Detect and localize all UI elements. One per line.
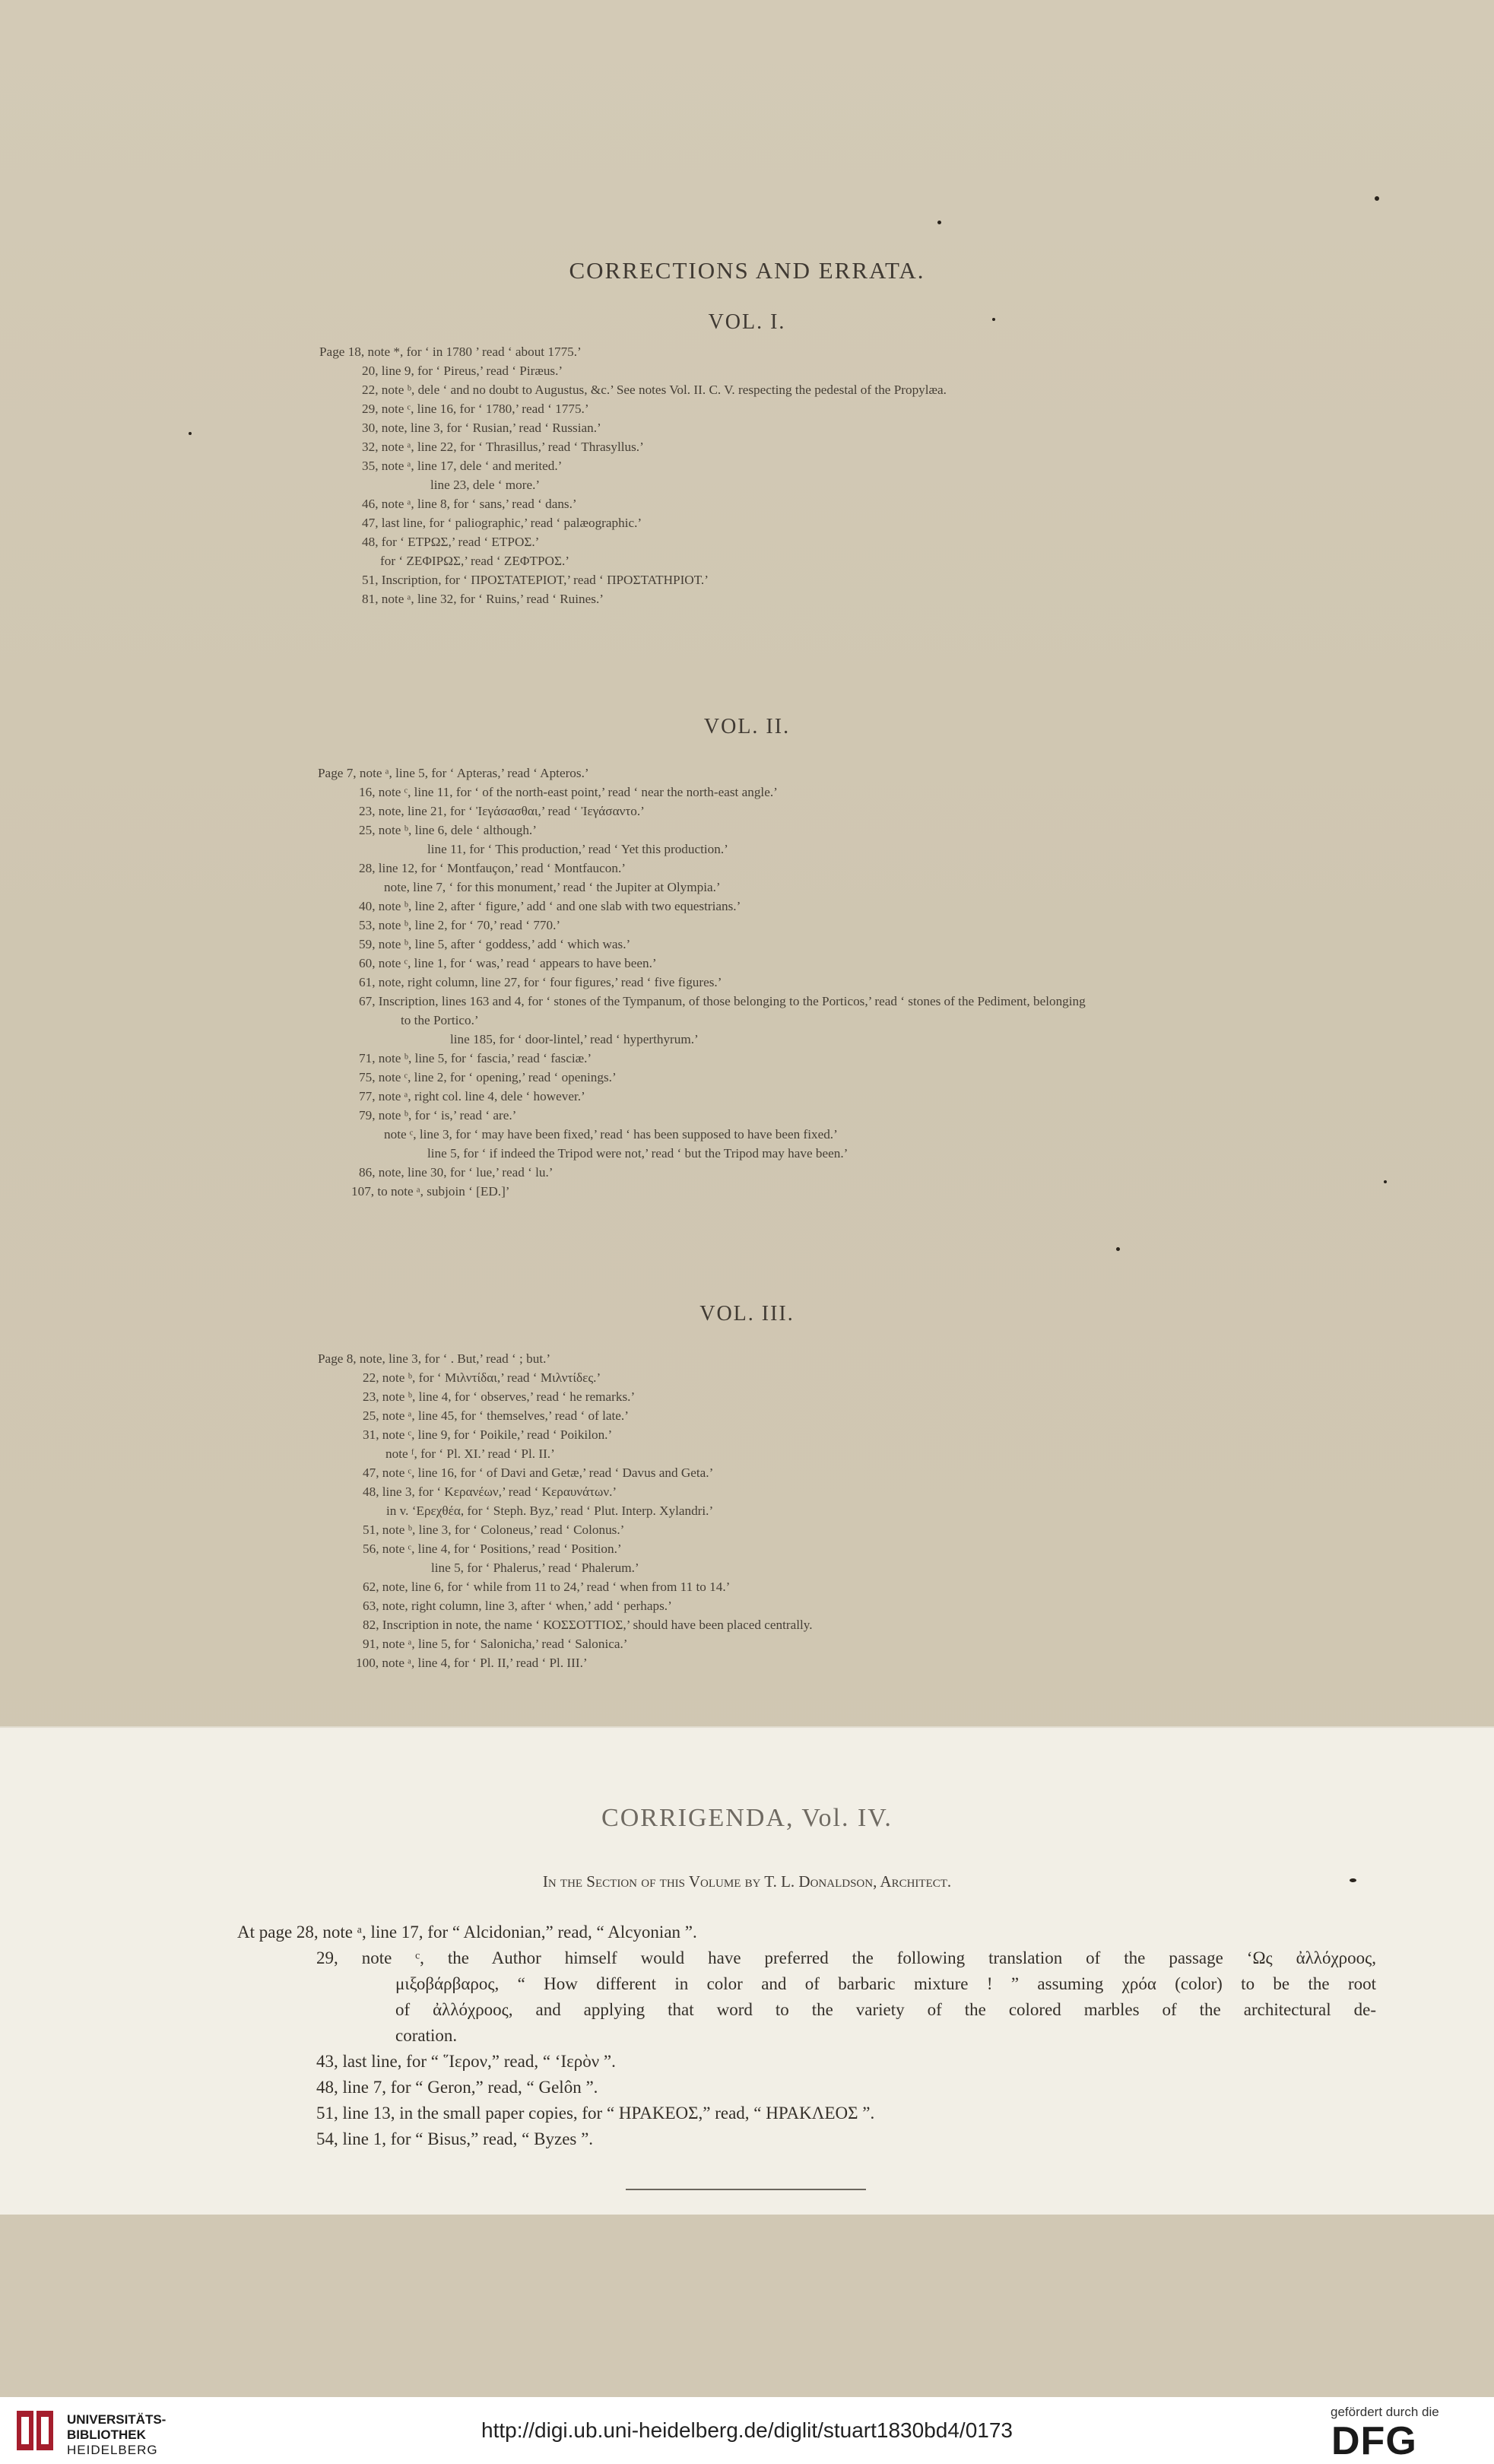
errata-line: Page 8, note, line 3, for ‘ . But,’ read ‘ ; but.’ — [318, 1351, 551, 1366]
errata-line: 48, for ‘ ΕΤΡΩΣ,’ read ‘ ΕΤΡΟΣ.’ — [362, 535, 540, 549]
errata-line: 63, note, right column, line 3, after ‘ when,’ add ‘ perhaps.’ — [363, 1599, 672, 1613]
errata-line: 67, Inscription, lines 163 and 4, for ‘ stones of the Tympanum, of those belonging to the Porticos,’ read ‘ stones of the Pediment, belonging — [359, 994, 1086, 1008]
corrigenda-line: 51, line 13, in the small paper copies, for “ ΗΡΑΚΕΟΣ,” read, “ ΗΡΑΚΛΕΟΣ ”. — [316, 2104, 875, 2123]
errata-line: 79, note ᵇ, for ‘ is,’ read ‘ are.’ — [359, 1108, 517, 1122]
errata-line: 35, note ᵃ, line 17, dele ‘ and merited.’ — [362, 459, 563, 473]
errata-line: 91, note ᵃ, line 5, for ‘ Salonicha,’ read ‘ Salonica.’ — [363, 1637, 628, 1651]
ink-speck — [1375, 196, 1379, 201]
ink-speck — [992, 318, 995, 321]
errata-line: 56, note ᶜ, line 4, for ‘ Positions,’ read ‘ Position.’ — [363, 1542, 622, 1556]
dfg-logo: DFG — [1331, 2419, 1417, 2463]
errata-line: 51, note ᵇ, line 3, for ‘ Coloneus,’ read ‘ Colonus.’ — [363, 1523, 625, 1537]
errata-line: 48, line 3, for ‘ Κερανέων,’ read ‘ Κεραυνάτων.’ — [363, 1484, 617, 1499]
errata-line: 20, line 9, for ‘ Pireus,’ read ‘ Piræus.’ — [362, 364, 563, 378]
errata-line: 25, note ᵃ, line 45, for ‘ themselves,’ read ‘ of late.’ — [363, 1408, 629, 1423]
errata-line: 30, note, line 3, for ‘ Rusian,’ read ‘ Russian.’ — [362, 421, 601, 435]
vol2-heading: VOL. II. — [703, 715, 791, 738]
corrigenda-line: At page 28, note ᵃ, line 17, for “ Alcidonian,” read, “ Alcyonian ”. — [237, 1923, 697, 1942]
errata-line: 61, note, right column, line 27, for ‘ four figures,’ read ‘ five figures.’ — [359, 975, 722, 989]
corrigenda-title: CORRIGENDA, Vol. IV. — [601, 1804, 893, 1832]
ink-speck — [189, 432, 192, 435]
errata-line: 25, note ᵇ, line 6, dele ‘ although.’ — [359, 823, 537, 837]
errata-line: 59, note ᵇ, line 5, after ‘ goddess,’ add ‘ which was.’ — [359, 937, 631, 951]
errata-line: 107, to note ᵃ, subjoin ‘ [ED.]’ — [351, 1184, 510, 1199]
errata-line: line 185, for ‘ door-lintel,’ read ‘ hyperthyrum.’ — [450, 1032, 699, 1046]
corrigenda-line: coration. — [395, 2026, 458, 2045]
errata-line: 47, last line, for ‘ paliographic,’ read ‘ palæographic.’ — [362, 516, 642, 530]
errata-line: in v. ‘Ερεχθέα, for ‘ Steph. Byz,’ read ‘ Plut. Interp. Xylandri.’ — [386, 1503, 714, 1518]
corrigenda-line: 29, note ᶜ, the Author himself would have preferred the following translation of the passage ‘Ως ἀλλόχροος, — [316, 1948, 1376, 1967]
logo-line: HEIDELBERG — [67, 2443, 158, 2457]
errata-line: Page 7, note ᵃ, line 5, for ‘ Apteras,’ read ‘ Apteros.’ — [318, 766, 589, 780]
errata-line: 31, note ᶜ, line 9, for ‘ Poikile,’ read ‘ Poikilon.’ — [363, 1427, 613, 1442]
errata-line: 100, note ᵃ, line 4, for ‘ Pl. II,’ read ‘ Pl. III.’ — [356, 1656, 588, 1670]
errata-line: 23, note ᵇ, line 4, for ‘ observes,’ read ‘ he remarks.’ — [363, 1389, 636, 1404]
corrigenda-slip — [0, 1726, 1494, 2215]
errata-line: line 11, for ‘ This production,’ read ‘ Yet this production.’ — [427, 842, 728, 856]
ink-speck — [937, 221, 941, 224]
corrigenda-line: of ἀλλόχροος, and applying that word to the variety of the colored marbles of the architectural de- — [395, 2000, 1376, 2019]
errata-line: 16, note ᶜ, line 11, for ‘ of the north-east point,’ read ‘ near the north-east angle.’ — [359, 785, 778, 799]
errata-line: 28, line 12, for ‘ Montfauçon,’ read ‘ Montfaucon.’ — [359, 861, 626, 875]
errata-line: 22, note ᵇ, dele ‘ and no doubt to Augustus, &c.’ See notes Vol. II. C. V. respecting the pedestal of the Propylæa. — [362, 383, 947, 397]
logo-line: BIBLIOTHEK — [67, 2427, 146, 2442]
ink-speck — [1384, 1180, 1387, 1183]
corrigenda-line: 43, last line, for “ ῞Ιερον,” read, “ ‘Ιερὸν ”. — [316, 2052, 616, 2071]
errata-line: 75, note ᶜ, line 2, for ‘ opening,’ read ‘ openings.’ — [359, 1070, 617, 1084]
errata-line: line 5, for ‘ Phalerus,’ read ‘ Phalerum.’ — [431, 1561, 639, 1575]
errata-line: to the Portico.’ — [401, 1013, 479, 1027]
errata-line: note, line 7, ‘ for this monument,’ read ‘ the Jupiter at Olympia.’ — [384, 880, 721, 894]
errata-line: Page 18, note *, for ‘ in 1780 ’ read ‘ about 1775.’ — [319, 345, 582, 359]
errata-line: 46, note ᵃ, line 8, for ‘ sans,’ read ‘ dans.’ — [362, 497, 577, 511]
errata-line: 32, note ᵃ, line 22, for ‘ Thrasillus,’ read ‘ Thrasyllus.’ — [362, 440, 644, 454]
funding-caption: gefördert durch die — [1331, 2405, 1439, 2419]
page-title: CORRECTIONS AND ERRATA. — [569, 257, 925, 284]
errata-line: 71, note ᵇ, line 5, for ‘ fascia,’ read ‘ fasciæ.’ — [359, 1051, 592, 1065]
errata-line: 23, note, line 21, for ‘ Ἰεγάσασθαι,’ read ‘ Ἰεγάσαντο.’ — [359, 804, 645, 818]
errata-line: 81, note ᵃ, line 32, for ‘ Ruins,’ read ‘ Ruines.’ — [362, 592, 604, 606]
errata-line: 40, note ᵇ, line 2, after ‘ figure,’ add ‘ and one slab with two equestrians.’ — [359, 899, 741, 913]
errata-line: 47, note ᶜ, line 16, for ‘ of Davi and Getæ,’ read ‘ Davus and Geta.’ — [363, 1465, 714, 1480]
vol3-heading: VOL. III. — [699, 1302, 795, 1326]
end-rule — [626, 2189, 866, 2190]
errata-line: note ᶠ, for ‘ Pl. XI.’ read ‘ Pl. II.’ — [385, 1446, 555, 1461]
errata-line: 22, note ᵇ, for ‘ Μιλντίδαι,’ read ‘ Μιλντίδες.’ — [363, 1370, 601, 1385]
errata-line: line 23, dele ‘ more.’ — [430, 478, 541, 492]
corrigenda-line: μιξοβάρβαρος, “ How different in color and of barbaric mixture ! ” assuming χρόα (color) to be the root — [395, 1974, 1376, 1993]
errata-line: 51, Inscription, for ‘ ΠΡΟΣΤΑΤΕΡΙΟΤ,’ read ‘ ΠΡΟΣΤΑΤΗΡΙΟΤ.’ — [362, 573, 709, 587]
ink-speck — [1116, 1247, 1120, 1251]
corrigenda-subtitle: In the Section of this Volume by T. L. Donaldson, Architect. — [542, 1872, 952, 1891]
errata-line: 60, note ᶜ, line 1, for ‘ was,’ read ‘ appears to have been.’ — [359, 956, 657, 970]
permalink-url[interactable]: http://digi.ub.uni-heidelberg.de/diglit/stuart1830bd4/0173 — [481, 2418, 1013, 2442]
errata-line: 62, note, line 6, for ‘ while from 11 to 24,’ read ‘ when from 11 to 14.’ — [363, 1580, 731, 1594]
errata-line: for ‘ ΖΕΦΙΡΩΣ,’ read ‘ ΖΕΦΤΡΟΣ.’ — [380, 554, 569, 568]
errata-line: line 5, for ‘ if indeed the Tripod were not,’ read ‘ but the Tripod may have been.’ — [427, 1146, 849, 1161]
errata-line: 53, note ᵇ, line 2, for ‘ 70,’ read ‘ 770.’ — [359, 918, 561, 932]
errata-line: 29, note ᶜ, line 16, for ‘ 1780,’ read ‘ 1775.’ — [362, 402, 589, 416]
errata-line: 77, note ᵃ, right col. line 4, dele ‘ however.’ — [359, 1089, 585, 1103]
corrigenda-line: 54, line 1, for “ Bisus,” read, “ Byzes ”. — [316, 2129, 594, 2148]
footer-bar — [0, 2397, 1494, 2464]
errata-line: note ᶜ, line 3, for ‘ may have been fixed,’ read ‘ has been supposed to have been fixed.’ — [384, 1127, 838, 1142]
logo-line: UNIVERSITÄTS- — [67, 2412, 167, 2427]
vol1-heading: VOL. I. — [708, 310, 786, 334]
corrigenda-line: 48, line 7, for “ Geron,” read, “ Gelôn ”. — [316, 2078, 598, 2097]
errata-line: 82, Inscription in note, the name ‘ ΚΟΣΣΟΤΤΙΟΣ,’ should have been placed centrally. — [363, 1618, 813, 1632]
errata-line: 86, note, line 30, for ‘ lue,’ read ‘ lu.’ — [359, 1165, 554, 1180]
